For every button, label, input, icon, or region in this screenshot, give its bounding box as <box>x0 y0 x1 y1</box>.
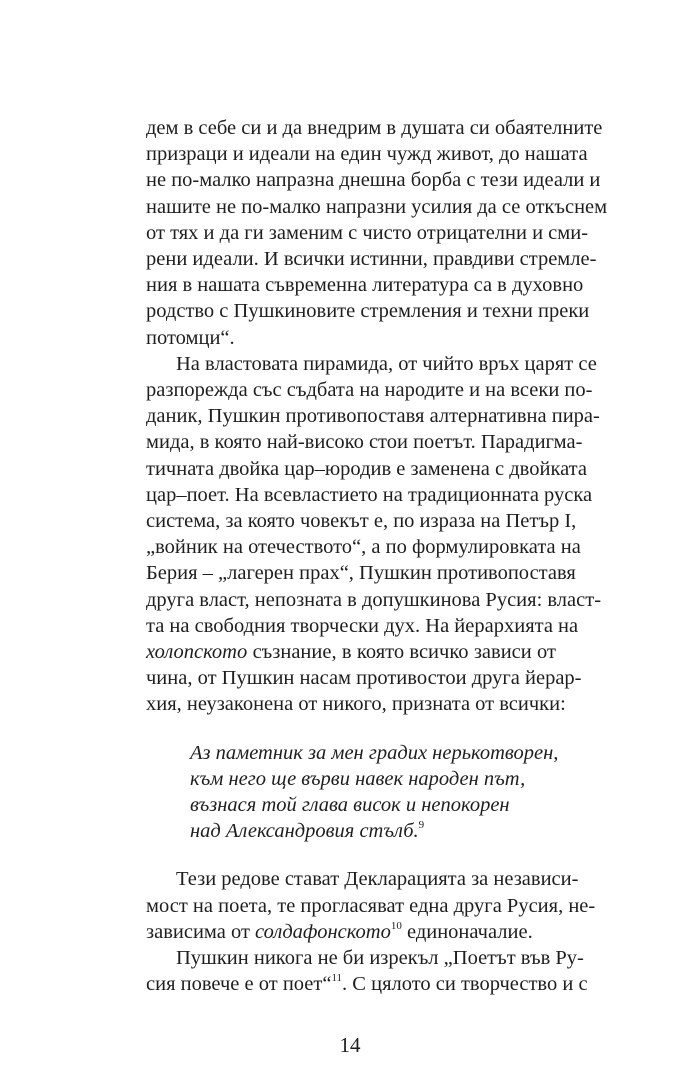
verse-line: възнася той глава висок и непокорен <box>190 794 510 816</box>
text-line: даник, Пушкин противопоставя алтернативна пира- <box>146 405 600 427</box>
text-line: дем в себе си и да внедрим в душата си обаятелните <box>146 117 603 139</box>
italic-word: холопското <box>146 641 248 663</box>
text-line: Тези редове стават Декларацията за независи- <box>176 868 579 890</box>
text-line <box>146 639 556 665</box>
text-line: цар–поет. На всевластието на традиционната руска <box>146 484 593 506</box>
footnote-marker: 11 <box>331 972 343 984</box>
text-line: родство с Пушкиновите стремления и техни преки <box>146 300 590 322</box>
text-line: „войник на отечеството“, а по формулировката на <box>146 536 581 558</box>
text-line: ния в нашата съвременна литература са в духовно <box>146 274 584 296</box>
verse-line: към него ще върви навек народен път, <box>190 768 526 790</box>
text-line: не по-малко напразна днешна борба с тези идеали и <box>146 169 601 191</box>
italic-word: солдафонското <box>255 921 391 943</box>
text-line: На властовата пирамида, от чийто връх царят се <box>176 353 597 375</box>
text-line: нашите не по-малко напразни усилия да се откъснем <box>146 196 608 218</box>
verse-text: над Александровия стълб. <box>190 820 419 842</box>
text-line: Пушкин никога не би изрекъл „Поетът във Ру- <box>176 947 584 969</box>
text-line: хия, неузаконена от никого, призната от всички: <box>146 693 566 715</box>
text-line: мида, в която най-високо стои поетът. Парадигма- <box>146 431 583 453</box>
footnote-marker: 9 <box>418 819 425 831</box>
text-line: рени идеали. И всички истинни, правдиви стремле- <box>146 248 597 270</box>
text-line: призраци и идеали на един чужд живот, до нашата <box>146 143 588 165</box>
text-run: . С цялото си творчество и с <box>342 973 588 995</box>
text-run: съзнание, в която всичко зависи от <box>252 641 556 663</box>
text-line: система, за която човекът е, по израза на Петър I, <box>146 510 577 532</box>
text-run: зависима от <box>146 921 250 943</box>
text-line: тичната двойка цар–юродив е заменена с двойката <box>146 458 587 480</box>
text-run: единоначалие. <box>401 921 533 943</box>
text-line: потомци“. <box>146 327 235 349</box>
page-number: 14 <box>339 1033 361 1057</box>
text-line: от тях и да ги заменим с чисто отрицателни и сми- <box>146 222 589 244</box>
footnote-marker: 10 <box>390 920 402 932</box>
text-line: друга власт, непозната в допушкинова Русия: власт- <box>146 589 602 611</box>
text-line: чина, от Пушкин насам противостои друга йерар- <box>146 667 582 689</box>
text-run: сия повече е от поет“ <box>146 973 332 995</box>
text-line: та на свободния творчески дух. На йерархията на <box>146 615 579 637</box>
verse-line <box>190 818 424 844</box>
verse-line: Аз паметник за мен градих нерькотворен, <box>190 742 559 764</box>
text-line <box>146 971 588 997</box>
text-line: разпорежда със съдбата на народите и на всеки по- <box>146 379 593 401</box>
text-line: мост на поета, те прогласяват една друга Русия, не- <box>146 895 596 917</box>
text-line: Берия – „лагерен прах“, Пушкин противопоставя <box>146 562 576 584</box>
text-line <box>146 919 533 945</box>
